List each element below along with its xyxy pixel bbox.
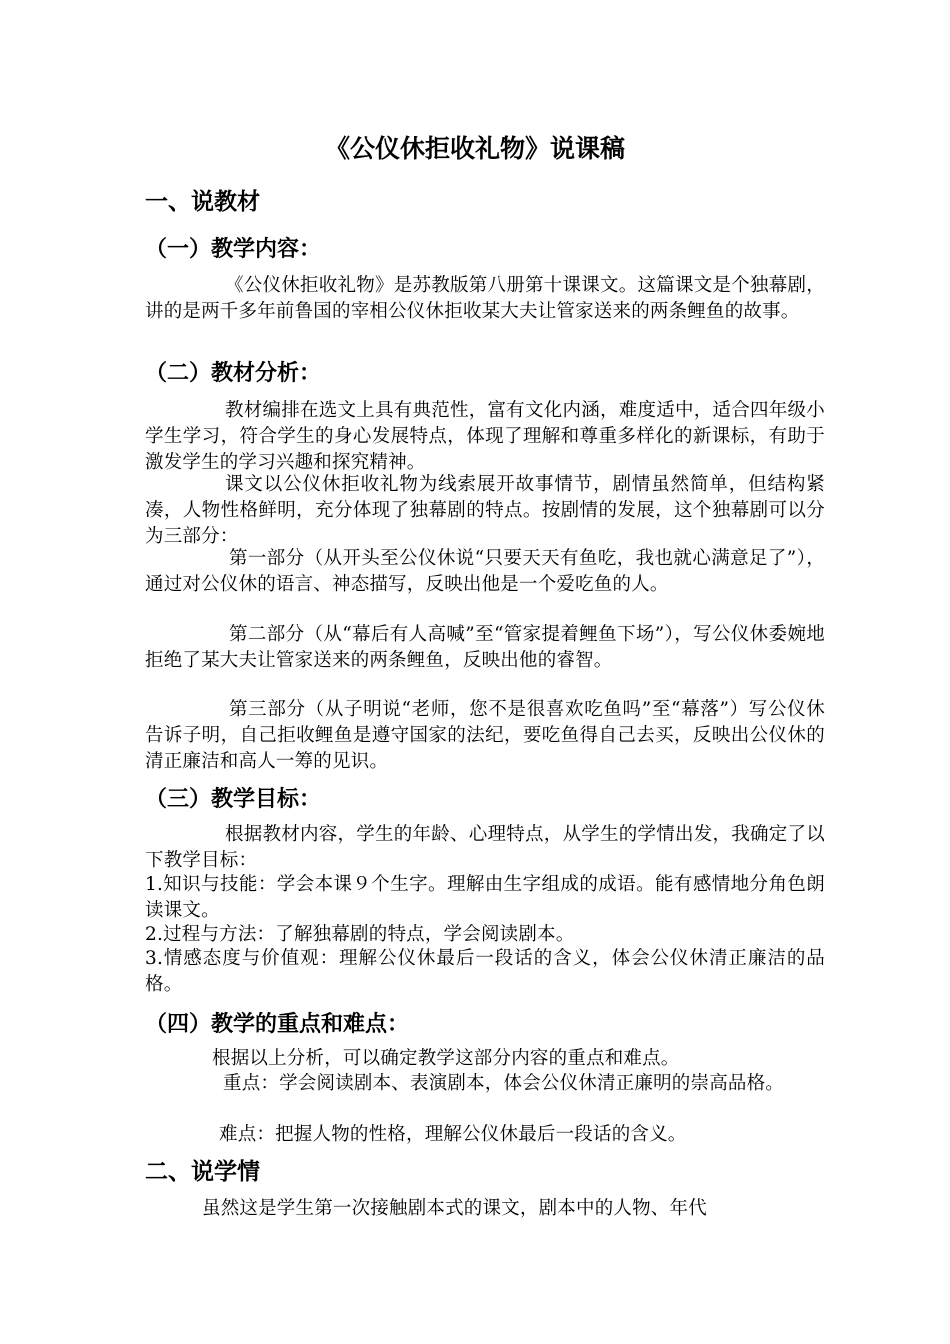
paragraph-goals-intro: 根据教材内容，学生的年龄、心理特点，从学生的学情出发，我确定了以下教学目标： [145, 824, 825, 871]
goal-item-emotion: 3.情感态度与价值观：理解公仪休最后一段话的含义，体会公仪休清正廉洁的品格。 [145, 948, 825, 995]
paragraph-material-analysis-2: 课文以公仪休拒收礼物为线索展开故事情节，剧情虽然简单，但结构紧凑，人物性格鲜明，充分体现了独幕剧的特点。按剧情的发展，这个独幕剧可以分为三部分： [145, 474, 825, 547]
paragraph-key-points-intro: 根据以上分析，可以确定教学这部分内容的重点和难点。 [212, 1048, 680, 1069]
subheading-teaching-content: （一）教学内容： [145, 237, 322, 262]
paragraph-part-three: 第三部分（从子明说“老师，您不是很喜欢吃鱼吗”至“幕落”）写公仪休告诉子明，自己拒收鲤鱼是遵守国家的法纪，要吃鱼得自己去买，反映出公仪休的清正廉洁和高人一筹的见识。 [145, 699, 825, 772]
subheading-teaching-goals: （三）教学目标： [145, 787, 322, 812]
subheading-key-difficult-points: （四）教学的重点和难点： [145, 1012, 410, 1037]
goal-item-process: 2.过程与方法：了解独幕剧的特点，学会阅读剧本。 [145, 924, 575, 945]
paragraph-key-point: 重点：学会阅读剧本、表演剧本，体会公仪休清正廉明的崇高品格。 [223, 1073, 785, 1094]
section-heading-student-analysis: 二、说学情 [145, 1159, 260, 1185]
paragraph-part-two: 第二部分（从“幕后有人高喊”至“管家提着鲤鱼下场”），写公仪休委婉地拒绝了某大夫让管家送来的两条鲤鱼，反映出他的睿智。 [145, 624, 825, 671]
section-heading-teaching-material: 一、说教材 [145, 189, 260, 215]
paragraph-teaching-content: 《公仪休拒收礼物》是苏教版第八册第十课课文。这篇课文是个独幕剧，讲的是两千多年前鲁国的宰相公仪休拒收某大夫让管家送来的两条鲤鱼的故事。 [145, 275, 825, 322]
document-title: 《公仪休拒收礼物》说课稿 [324, 134, 625, 163]
paragraph-student-analysis: 虽然这是学生第一次接触剧本式的课文，剧本中的人物、年代 [202, 1198, 707, 1219]
paragraph-part-one: 第一部分（从开头至公仪休说“只要天天有鱼吃，我也就心满意足了”），通过对公仪休的语言、神态描写，反映出他是一个爱吃鱼的人。 [145, 548, 825, 595]
subheading-material-analysis: （二）教材分析： [145, 361, 322, 386]
goal-item-knowledge: 1.知识与技能：学会本课９个生字。理解由生字组成的成语。能有感情地分角色朗读课文。 [145, 874, 825, 921]
paragraph-material-analysis-1: 教材编排在选文上具有典范性，富有文化内涵，难度适中，适合四年级小学生学习，符合学生的身心发展特点，体现了理解和尊重多样化的新课标，有助于激发学生的学习兴趣和探究精神。 [145, 400, 825, 473]
paragraph-difficult-point: 难点：把握人物的性格，理解公仪休最后一段话的含义。 [219, 1124, 687, 1145]
